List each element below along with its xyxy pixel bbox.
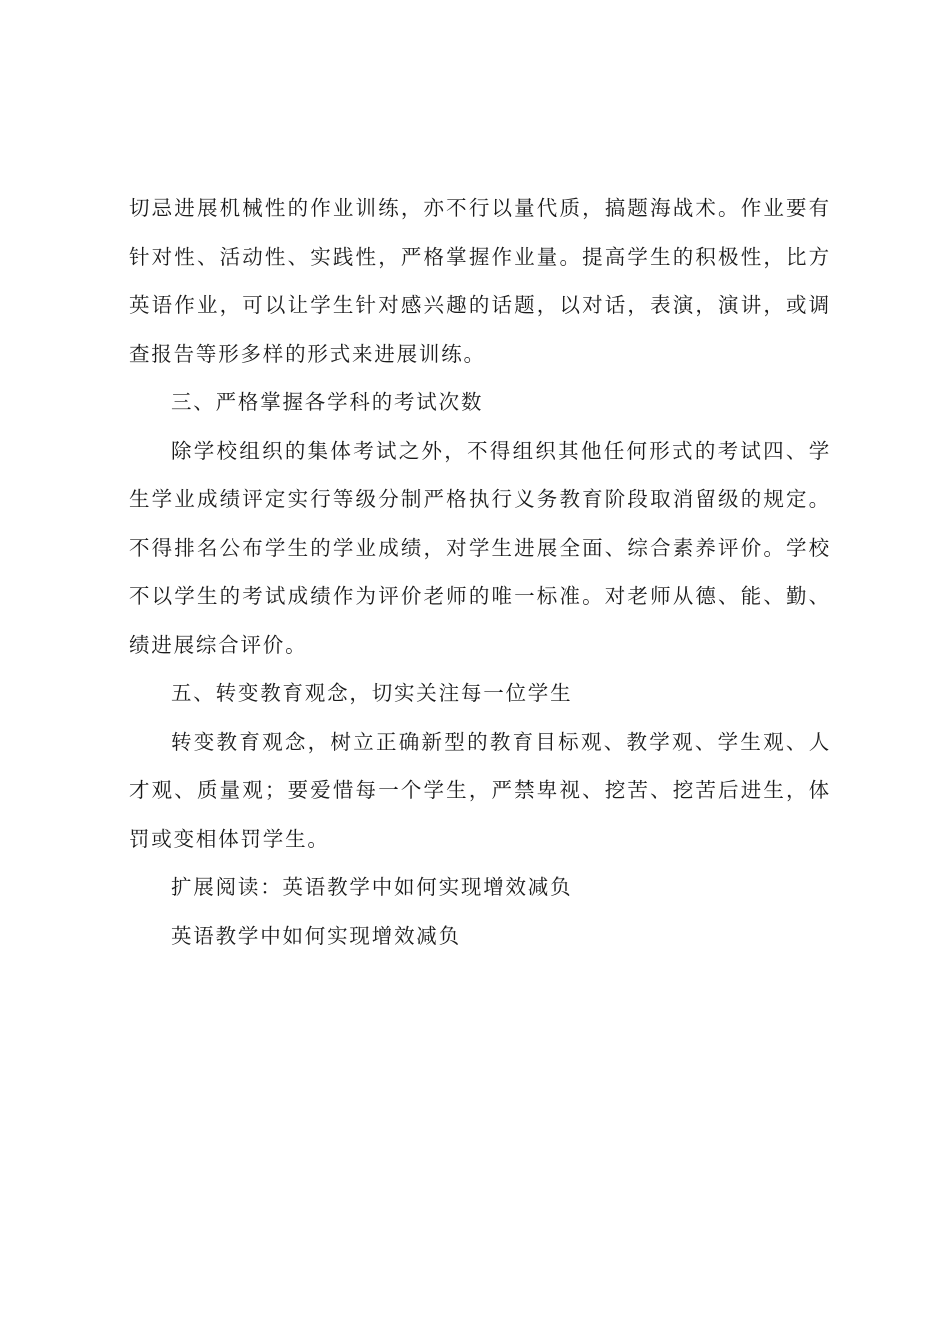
- article-title: 英语教学中如何实现增效减负: [171, 923, 461, 948]
- heading-exam-frequency: 三、严格掌握各学科的考试次数: [171, 390, 484, 414]
- document-body: [129, 184, 831, 960]
- paragraph-homework: 切忌进展机械性的作业训练，亦不行以量代质，搞题海战术。作业要有针对性、活动性、实践性，严格掌握作业量。提高学生的积极性，比方英语作业，可以让学生针对感兴趣的话题，以对话，表演，演讲，或调查报告等形多样的形式来进展训练。: [129, 196, 831, 366]
- paragraph-exam-policy: 除学校组织的集体考试之外，不得组织其他任何形式的考试四、学生学业成绩评定实行等级分制严格执行义务教育阶段取消留级的规定。不得排名公布学生的学业成绩，对学生进展全面、综合素养评价。学校不以学生的考试成绩作为评价老师的唯一标准。对老师从德、能、勤、绩进展综合评价。: [129, 438, 831, 657]
- paragraph-education-concept: 转变教育观念，树立正确新型的教育目标观、教学观、学生观、人才观、质量观；要爱惜每一个学生，严禁卑视、挖苦、挖苦后进生，体罚或变相体罚学生。: [129, 729, 831, 851]
- extended-reading-title: 扩展阅读：英语教学中如何实现增效减负: [171, 875, 573, 899]
- heading-education-concept: 五、转变教育观念，切实关注每一位学生: [171, 681, 573, 705]
